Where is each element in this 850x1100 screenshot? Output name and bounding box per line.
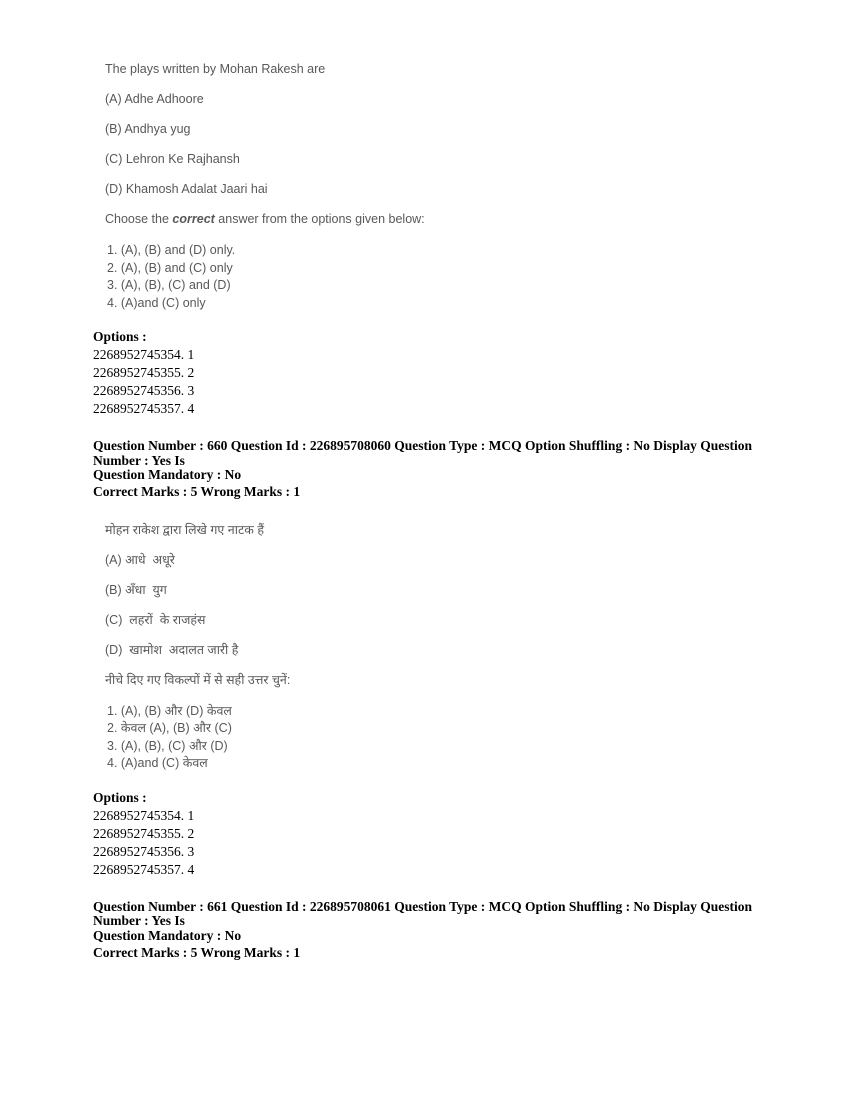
answer-choice-2-english: 2. (A), (B) and (C) only [107,260,233,275]
options-id-block-1 [93,328,850,418]
choose-prefix: Choose the [105,212,173,226]
metadata-marks-line: Correct Marks : 5 Wrong Marks : 1 [93,484,301,499]
option-id-4: 2268952745357. 4 [93,861,195,877]
answer-choice-1-hindi: 1. (A), (B) और (D) केवल [107,703,232,718]
answer-choice-list-english [107,242,850,312]
answer-choice-4-english: 4. (A)and (C) only [107,295,206,310]
answer-choice-4-hindi: 4. (A)and (C) केवल [107,756,208,770]
answer-choice-list-hindi [107,703,850,773]
question-option-a-hindi: (A) आधे अधूरे [105,552,175,567]
options-label: Options : [93,789,147,805]
option-id-3: 2268952745356. 3 [93,843,195,859]
question-option-a-english: (A) Adhe Adhoore [105,92,204,106]
answer-choice-1-english: 1. (A), (B) and (D) only. [107,243,236,257]
question-stem-hindi: मोहन राकेश द्वारा लिखे गए नाटक हैं [105,522,264,537]
metadata-line-1: Question Number : 660 Question Id : 226895708060 Question Type : MCQ Option Shuffling : No Display Question Number : Yes Is [93,438,752,468]
choose-correct-line-english [105,212,850,227]
question-option-c-english: (C) Lehron Ke Rajhansh [105,152,240,166]
metadata-line-2: Question Mandatory : No [93,467,242,482]
choose-suffix: answer from the options given below: [214,212,425,226]
answer-choice-3-english: 3. (A), (B), (C) and (D) [107,278,231,292]
choose-correct-line-hindi: नीचे दिए गए विकल्पों में से सही उत्तर चुनें: [105,672,291,687]
question-body-english [105,62,850,312]
option-id-2: 2268952745355. 2 [93,825,195,841]
option-id-2: 2268952745355. 2 [93,365,195,380]
question-metadata-660 [93,439,783,500]
options-id-block-2 [93,789,850,879]
choose-emphasis: correct [172,212,215,226]
metadata-line-2: Question Mandatory : No [93,927,242,943]
question-option-c-hindi: (C) लहरों के राजहंस [105,612,206,627]
question-body-hindi [105,523,850,773]
answer-choice-2-hindi: 2. केवल (A), (B) और (C) [107,721,232,735]
answer-choice-3-hindi: 3. (A), (B), (C) और (D) [107,738,228,753]
question-option-d-hindi: (D) खामोश अदालत जारी है [105,642,239,657]
question-stem-english: The plays written by Mohan Rakesh are [105,62,326,76]
question-option-b-hindi: (B) अँधा युग [105,582,167,597]
metadata-line-1: Question Number : 661 Question Id : 226895708061 Question Type : MCQ Option Shuffling : No Display Question Number : Yes Is [93,898,752,928]
question-metadata-661 [93,900,783,961]
option-id-1: 2268952745354. 1 [93,347,195,362]
question-option-b-english: (B) Andhya yug [105,122,191,136]
option-id-4: 2268952745357. 4 [93,401,195,416]
option-id-3: 2268952745356. 3 [93,383,195,398]
options-label: Options : [93,329,147,344]
metadata-marks-line: Correct Marks : 5 Wrong Marks : 1 [93,944,301,960]
option-id-1: 2268952745354. 1 [93,807,195,823]
question-option-d-english: (D) Khamosh Adalat Jaari hai [105,182,268,196]
